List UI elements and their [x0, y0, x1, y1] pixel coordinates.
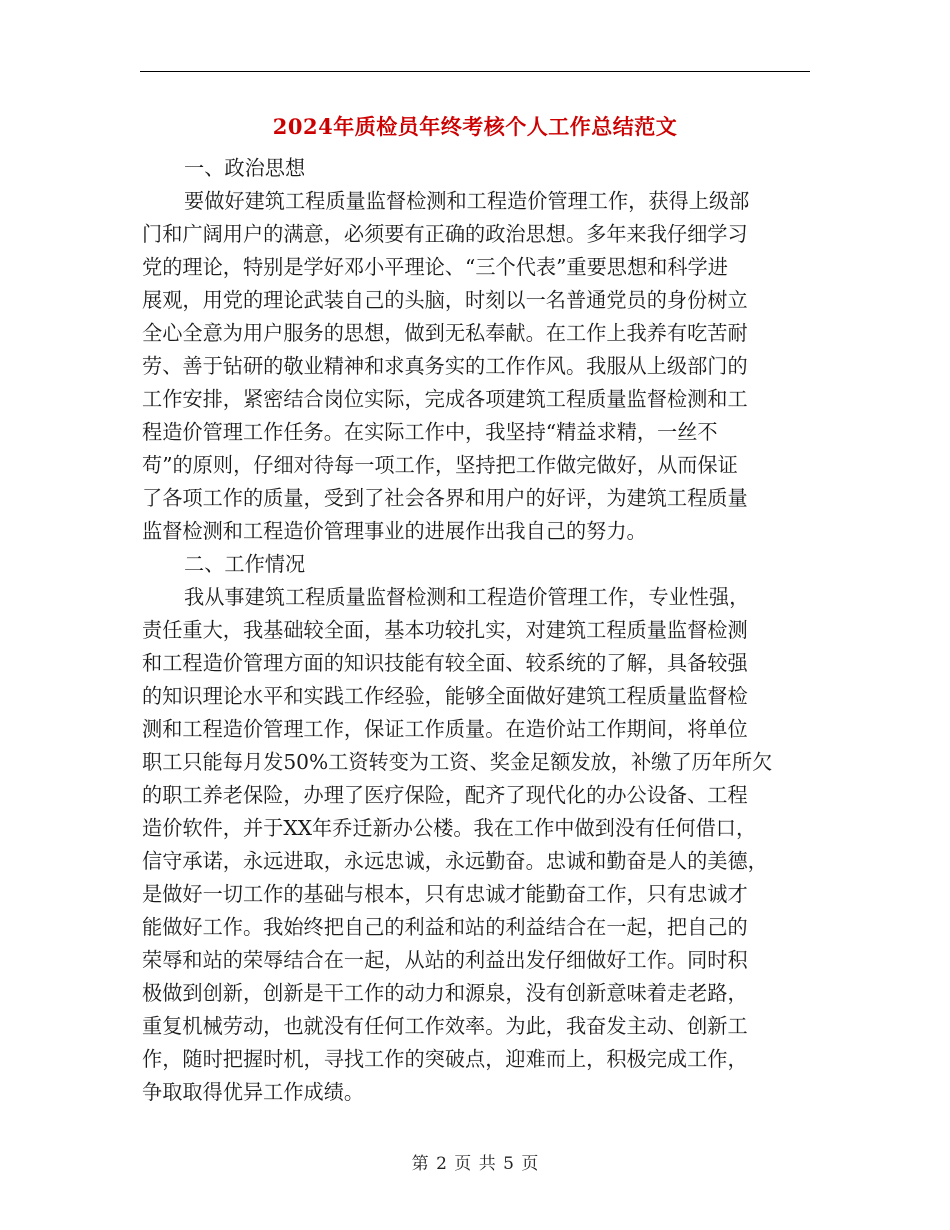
- text-line: 能做好工作。我始终把自己的利益和站的利益结合在一起，把自己的: [142, 915, 748, 939]
- document-body: [142, 152, 810, 1109]
- text-line: 重复机械劳动，也就没有任何工作效率。为此，我奋发主动、创新工: [142, 1014, 748, 1038]
- document-title: 2024年质检员年终考核个人工作总结范文: [272, 114, 678, 139]
- text-line: 程造价管理工作任务。在实际工作中，我坚持“精益求精，一丝不: [142, 420, 718, 444]
- text-line: 信守承诺，永远进取，永远忠诚，永远勤奋。忠诚和勤奋是人的美德，: [142, 849, 768, 873]
- text-line: 极做到创新，创新是干工作的动力和源泉，没有创新意味着走老路，: [142, 981, 748, 1005]
- paragraph-first-line: 二、工作情况: [184, 552, 306, 576]
- text-line: 作，随时把握时机，寻找工作的突破点，迎难而上，积极完成工作，: [142, 1047, 748, 1071]
- text-line: 测和工程造价管理工作，保证工作质量。在造价站工作期间，将单位: [142, 717, 748, 741]
- text-line: 的职工养老保险，办理了医疗保险，配齐了现代化的办公设备、工程: [142, 783, 748, 807]
- text-line: 造价软件，并于XX年乔迁新办公楼。我在工作中做到没有任何借口，: [142, 816, 757, 840]
- text-line: 全心全意为用户服务的思想，做到无私奉献。在工作上我养有吃苦耐: [142, 321, 748, 345]
- text-line: 展观，用党的理论武装自己的头脑，时刻以一名普通党员的身份树立: [142, 288, 748, 312]
- paragraph-first-line: 要做好建筑工程质量监督检测和工程造价管理工作，获得上级部: [184, 189, 750, 213]
- text-line: 是做好一切工作的基础与根本，只有忠诚才能勤奋工作，只有忠诚才: [142, 882, 748, 906]
- text-line: 荣辱和站的荣辱结合在一起，从站的利益出发仔细做好工作。同时积: [142, 948, 748, 972]
- text-line: 和工程造价管理方面的知识技能有较全面、较系统的了解，具备较强: [142, 651, 748, 675]
- paragraph-first-line: 一、政治思想: [184, 156, 306, 180]
- page-footer: 第 2 页 共 5 页: [411, 1154, 539, 1174]
- text-line: 责任重大，我基础较全面，基本功较扎实，对建筑工程质量监督检测: [142, 618, 748, 642]
- text-line: 职工只能每月发50%工资转变为工资、奖金足额发放，补缴了历年所欠: [142, 750, 773, 774]
- text-line: 门和广阔用户的满意，必须要有正确的政治思想。多年来我仔细学习: [142, 222, 748, 246]
- text-line: 工作安排，紧密结合岗位实际，完成各项建筑工程质量监督检测和工: [142, 387, 748, 411]
- paragraph-first-line: 我从事建筑工程质量监督检测和工程造价管理工作，专业性强，: [184, 585, 750, 609]
- text-line: 争取取得优异工作成绩。: [142, 1080, 365, 1104]
- text-line: 党的理论，特别是学好邓小平理论、“三个代表”重要思想和科学进: [142, 255, 728, 279]
- text-line: 苟”的原则，仔细对待每一项工作，坚持把工作做完做好，从而保证: [142, 453, 738, 477]
- header-rule: [140, 71, 810, 72]
- text-line: 监督检测和工程造价管理事业的进展作出我自己的努力。: [142, 519, 647, 543]
- text-line: 的知识理论水平和实践工作经验，能够全面做好建筑工程质量监督检: [142, 684, 748, 708]
- text-line: 劳、善于钻研的敬业精神和求真务实的工作作风。我服从上级部门的: [142, 354, 748, 378]
- text-line: 了各项工作的质量，受到了社会各界和用户的好评，为建筑工程质量: [142, 486, 748, 510]
